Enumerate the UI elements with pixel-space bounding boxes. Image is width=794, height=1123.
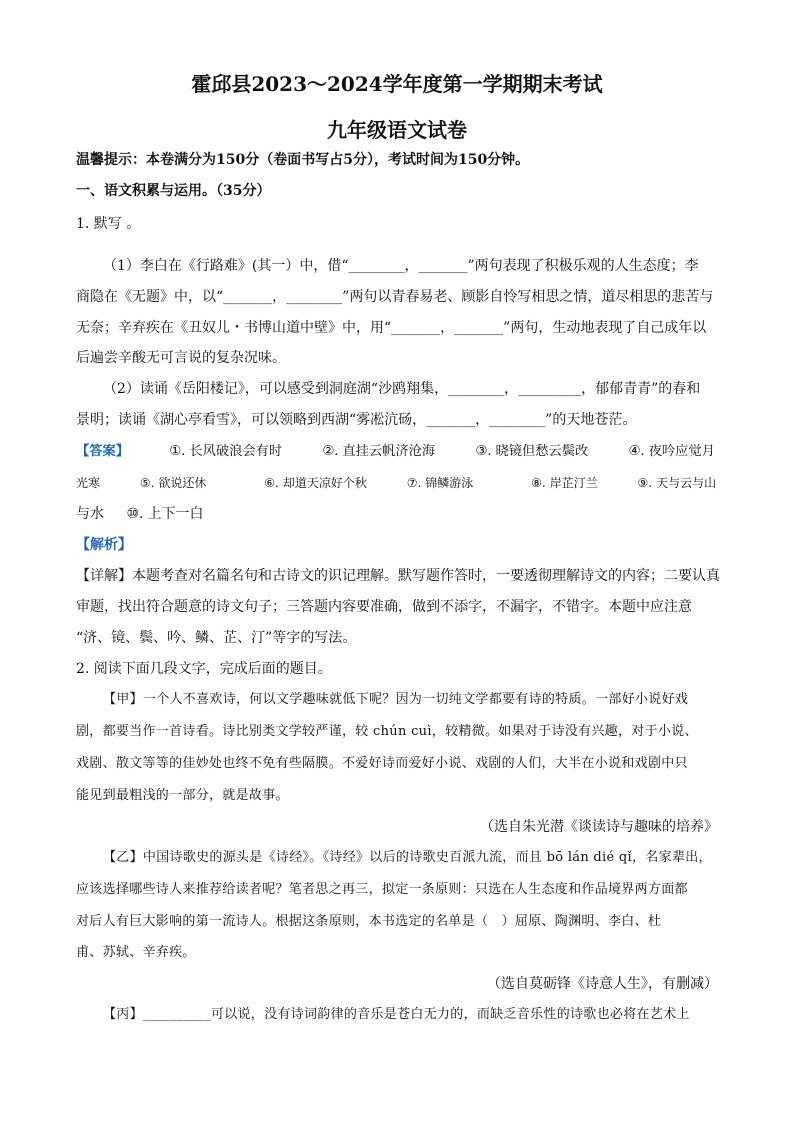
answer-text: 天与云与山 (656, 476, 717, 490)
passage-yi-line: 对后人有巨大影响的第一流诗人。根据这条原则，本书选定的名单是（ ）屈原、陶渊明、李白、杜 (76, 914, 662, 929)
answer-text: 晓镜但愁云鬓改 (495, 444, 589, 459)
detail-line: “济、镜、鬓、吟、鳞、芷、汀”等字的写法。 (76, 630, 357, 646)
answer-text: 岸芷汀兰 (549, 476, 598, 490)
analysis-tag: 【解析】 (76, 537, 132, 553)
answer-text: 与水 (76, 506, 104, 522)
passage-jia-source: （选自朱光潜《谈读诗与趣味的培养》 (480, 819, 718, 835)
q1-line: （1）李白在《行路难》(其一）中，借“________，_______”两句表现了积极乐观的人生态度；李 (103, 258, 699, 274)
answer-text: 长风破浪会有时 (189, 444, 283, 459)
answer-mark: ⑦. (406, 476, 422, 490)
answer-tag: 【答案】 (76, 444, 130, 459)
q1-line: 景明；读诵《湖心亭看雪》，可以领略到西湖“雾凇沆砀，_______，________”的天地苍茫。 (76, 412, 637, 428)
q2-stem: 2. 阅读下面几段文字，完成后面的题目。 (76, 661, 332, 677)
passage-bing-line: 【丙】__________可以说，没有诗词韵律的音乐是苍白无力的，而缺乏音乐性的诗歌也必将在艺术上 (103, 1007, 690, 1022)
detail-line: 审题，找出符合题意的诗文句子；三答题内容要准确，做到不添字，不漏字，不错字。本题中应注意 (76, 599, 692, 615)
answer-mark: ⑤. (139, 476, 155, 490)
passage-yi-source: （选自莫砺锋《诗意人生》，有删减） (487, 976, 718, 992)
section-heading: 一、语文积累与运用。（35分） (76, 183, 271, 199)
answer-text: 光寒 (76, 476, 101, 490)
answer-text: 直挂云帆济沧海 (342, 444, 436, 459)
passage-yi-line: 【乙】中国诗歌史的源头是《诗经》。《诗经》以后的诗歌史百派九流，而且 bō lán dié qǐ，名家辈出， (103, 850, 712, 865)
passage-yi-line: 应该选择哪些诗人来推荐给读者呢？笔者思之再三，拟定一条原则：只选在人生态度和作品境界两方面都 (76, 882, 688, 897)
answer-mark: ⑧. (531, 476, 546, 490)
passage-jia-line: 【甲】一个人不喜欢诗，何以文学趣味就低下呢？因为一切纯文学都要有诗的特质。一部好小说好戏 (103, 692, 689, 707)
passage-jia-line: 剧，都要当作一首诗看。诗比别类文学较严谨，较 chún cuì，较精微。如果对于诗没有兴趣，对于小说、 (76, 724, 698, 739)
answer-row (76, 442, 715, 462)
answer-text: 锦鳞游泳 (425, 476, 474, 490)
notice: 温馨提示：本卷满分为150分（卷面书写占5分），考试时间为150分钟。 (76, 152, 530, 168)
answer-mark: ⑥. (264, 476, 279, 490)
q1-stem: 1. 默写 。 (76, 216, 141, 232)
exam-subtitle: 九年级语文试卷 (327, 118, 467, 142)
exam-title: 霍邱县2023～2024学年度第一学期期末考试 (191, 72, 603, 96)
q1-line: 无奈；辛弃疾在《丑奴儿・书博山道中壁》中，用“_______，_______”两句，生动地表现了自己成年以 (76, 320, 707, 336)
answer-text: 却道天凉好个秋 (282, 476, 367, 490)
answer-mark: ③. (475, 444, 492, 459)
answer-text: 夜吟应觉月 (648, 444, 715, 459)
passage-jia-line: 戏剧、散文等等的佳妙处也终不免有些隔膜。不爱好诗而爱好小说、戏剧的人们，大半在小说和戏剧中只 (76, 756, 688, 771)
answer-text: 欲说还休 (158, 476, 207, 490)
answer-text: 上下一白 (147, 506, 204, 522)
answer-mark: ①. (169, 444, 186, 459)
answer-row (76, 473, 716, 493)
answer-row (76, 504, 203, 524)
answer-mark: ⑩. (126, 506, 144, 522)
q1-line: （2）读诵《岳阳楼记》，可以感受到洞庭湖“沙鸥翔集，________，_________，郁郁青青”的春和 (103, 381, 701, 397)
answer-mark: ⑨. (637, 476, 653, 490)
q1-line: 后遍尝辛酸无可言说的复杂况味。 (76, 350, 286, 366)
answer-mark: ④. (628, 444, 645, 459)
passage-yi-line: 甫、苏轼、辛弃疾。 (76, 945, 196, 960)
passage-jia-line: 能见到最粗浅的一部分，就是故事。 (76, 788, 289, 803)
detail-line: 【详解】本题考查对名篇名句和古诗文的识记理解。默写题作答时，一要透彻理解诗文的内容；二要认真 (76, 568, 720, 584)
q1-line: 商隐在《无题》中，以“_______，________”两句以青春易老、顾影自怜写相思之情，道尽相思的悲苦与 (76, 289, 714, 305)
answer-mark: ②. (322, 444, 339, 459)
